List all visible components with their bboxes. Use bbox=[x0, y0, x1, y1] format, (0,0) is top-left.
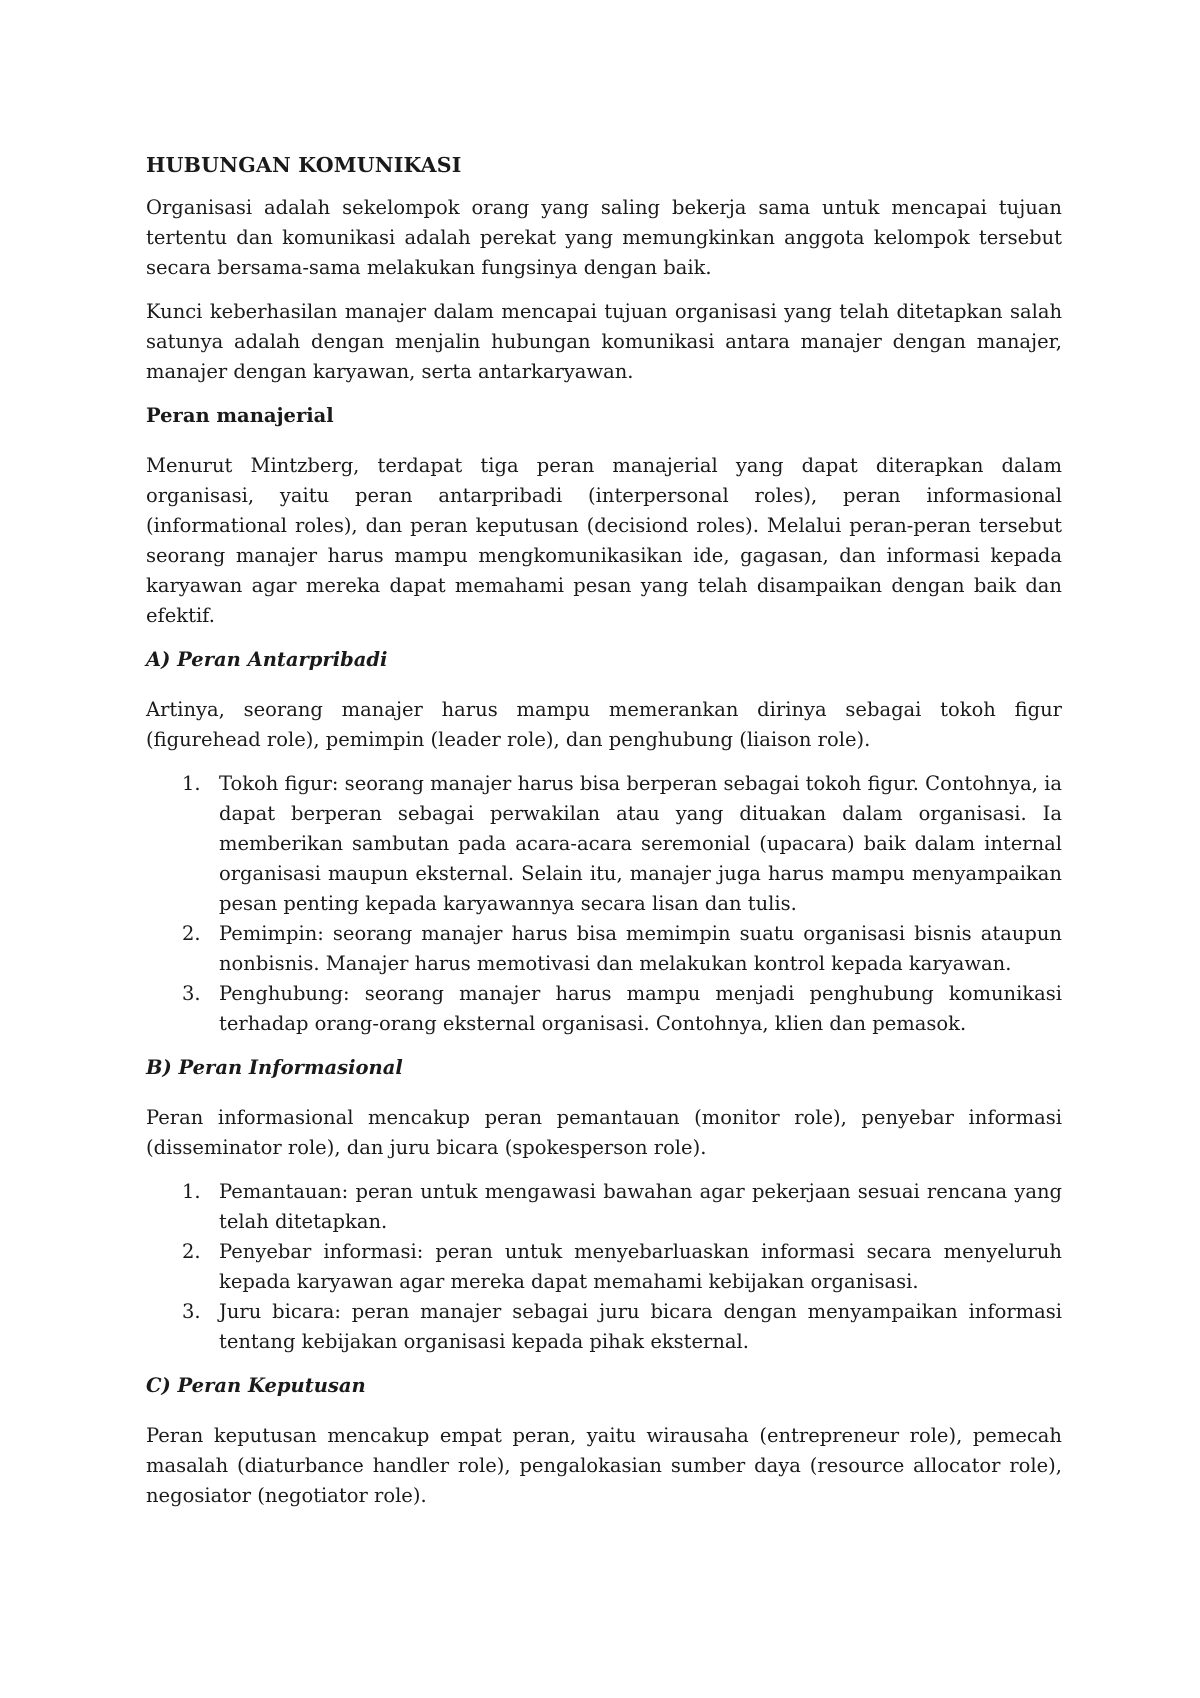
subsection-paragraph: Artinya, seorang manajer harus mampu memerankan dirinya sebagai tokoh figur (figurehead role), pemimpin (leader role), dan penghubung (liaison role). bbox=[146, 698, 1062, 751]
list-number: 1. bbox=[182, 772, 201, 795]
intro-paragraph: Kunci keberhasilan manajer dalam mencapai tujuan organisasi yang telah ditetapkan salah satunya adalah dengan menjalin hubungan komunikasi antara manajer dengan manajer, manajer dengan karyawan, serta antarkaryawan. bbox=[146, 300, 1062, 383]
list-item bbox=[146, 919, 1062, 979]
section-paragraph: Menurut Mintzberg, terdapat tiga peran manajerial yang dapat diterapkan dalam organisasi, yaitu peran antarpribadi (interpersonal roles), peran informasional (informational roles), dan peran keputusan (decisiond roles). Melalui peran-peran tersebut seorang manajer harus mampu mengkomunikasikan ide, gagasan, dan informasi kepada karyawan agar mereka dapat memahami pesan yang telah disampaikan dengan baik dan efektif. bbox=[146, 454, 1062, 627]
numbered-list bbox=[146, 1177, 1062, 1357]
numbered-list bbox=[146, 769, 1062, 1039]
list-item bbox=[146, 1237, 1062, 1297]
list-number: 1. bbox=[182, 1180, 201, 1203]
list-item bbox=[146, 1297, 1062, 1357]
list-item-text: Penyebar informasi: peran untuk menyebarluaskan informasi secara menyeluruh kepada karyawan agar mereka dapat memahami kebijakan organisasi. bbox=[219, 1240, 1062, 1293]
subsection-paragraph: Peran keputusan mencakup empat peran, yaitu wirausaha (entrepreneur role), pemecah masalah (diaturbance handler role), pengalokasian sumber daya (resource allocator role), negosiator (negotiator role). bbox=[146, 1424, 1062, 1507]
subsection-heading: B) Peran Informasional bbox=[146, 1056, 403, 1079]
section-heading: Peran manajerial bbox=[146, 404, 334, 427]
intro-paragraph: Organisasi adalah sekelompok orang yang saling bekerja sama untuk mencapai tujuan tertentu dan komunikasi adalah perekat yang memungkinkan anggota kelompok tersebut secara bersama-sama melakukan fungsinya dengan baik. bbox=[146, 196, 1062, 279]
subsection-paragraph: Peran informasional mencakup peran pemantauan (monitor role), penyebar informasi (disseminator role), dan juru bicara (spokesperson role). bbox=[146, 1106, 1062, 1159]
list-number: 3. bbox=[182, 1300, 201, 1323]
list-item-text: Penghubung: seorang manajer harus mampu menjadi penghubung komunikasi terhadap orang-orang eksternal organisasi. Contohnya, klien dan pemasok. bbox=[219, 982, 1062, 1035]
document-page bbox=[146, 150, 1062, 1525]
list-item-text: Tokoh figur: seorang manajer harus bisa berperan sebagai tokoh figur. Contohnya, ia dapat berperan sebagai perwakilan atau yang dituakan dalam organisasi. Ia memberikan sambutan pada acara-acara seremonial (upacara) baik dalam internal organisasi maupun eksternal. Selain itu, manajer juga harus mampu menyampaikan pesan penting kepada karyawannya secara lisan dan tulis. bbox=[219, 772, 1062, 915]
list-number: 2. bbox=[182, 922, 201, 945]
document-title: HUBUNGAN KOMUNIKASI bbox=[146, 153, 462, 177]
list-item-text: Pemantauan: peran untuk mengawasi bawahan agar pekerjaan sesuai rencana yang telah ditetapkan. bbox=[219, 1180, 1062, 1233]
list-item bbox=[146, 1177, 1062, 1237]
subsection-heading: A) Peran Antarpribadi bbox=[146, 648, 388, 671]
list-item-text: Juru bicara: peran manajer sebagai juru bicara dengan menyampaikan informasi tentang kebijakan organisasi kepada pihak eksternal. bbox=[219, 1300, 1062, 1353]
list-item-text: Pemimpin: seorang manajer harus bisa memimpin suatu organisasi bisnis ataupun nonbisnis. Manajer harus memotivasi dan melakukan kontrol kepada karyawan. bbox=[219, 922, 1062, 975]
list-item bbox=[146, 979, 1062, 1039]
subsection-heading: C) Peran Keputusan bbox=[146, 1374, 366, 1397]
list-number: 2. bbox=[182, 1240, 201, 1263]
list-number: 3. bbox=[182, 982, 201, 1005]
list-item bbox=[146, 769, 1062, 919]
